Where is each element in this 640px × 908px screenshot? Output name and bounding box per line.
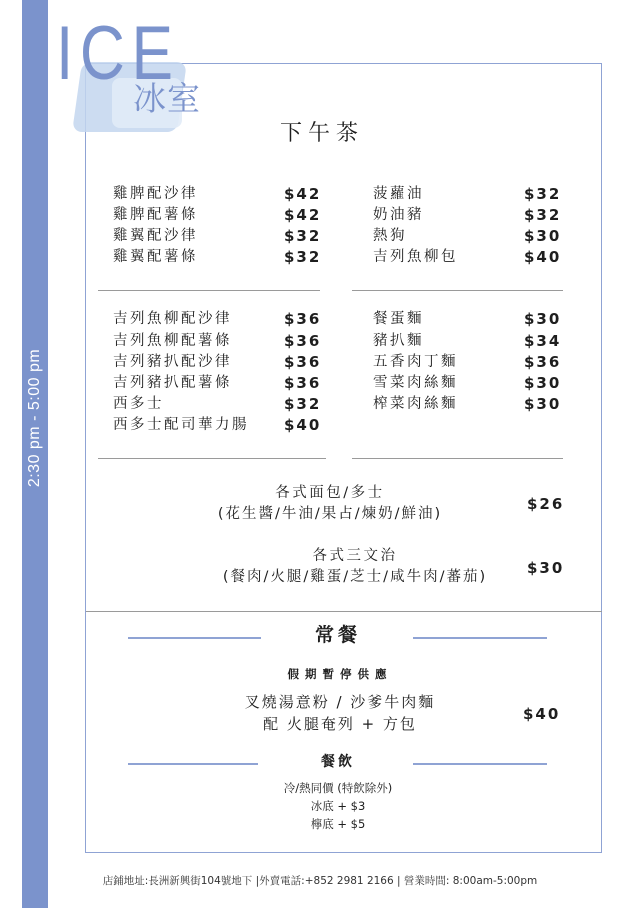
regular-set-title: 常餐 [314,624,361,646]
menu-item-price: $32 [524,206,562,224]
menu-item-name: 雞脾配薯條 [113,207,198,223]
menu-item-name: 熱狗 [373,228,407,244]
menu-item-price: $32 [524,185,562,203]
menu-item-price: $30 [524,374,562,392]
menu-item-price: $32 [284,395,322,413]
title-rule-left [128,763,258,765]
footer-info: 店鋪地址:長洲新興街104號地下 |外賣電話:+852 2981 2166 | 營業時間: 8:00am-5:00pm [102,875,538,887]
menu-item-name: 吉列魚柳配薯條 [113,333,232,349]
menu-item-price: $30 [524,310,562,328]
menu-item-name: 餐蛋麵 [373,311,424,327]
section-divider [352,290,563,291]
menu-item-name: 吉列魚柳配沙律 [113,311,232,327]
menu-item-price: $34 [524,332,562,350]
menu-item-name: 奶油豬 [373,207,424,223]
menu-item-name: 吉列魚柳包 [373,249,458,265]
menu-item-price: $40 [284,416,322,434]
bread-options: (花生醬/牛油/果占/煉奶/鮮油) [217,506,443,522]
section-divider [98,458,326,459]
menu-item-price: $36 [284,310,322,328]
menu-item-price: $32 [284,248,322,266]
bread-title: 各式面包/多士 [275,485,385,501]
logo-chinese-text: 冰室 [133,79,201,118]
menu-item-name: 菠蘿油 [373,186,424,202]
menu-item-name: 吉列豬扒配沙律 [113,354,232,370]
section-divider [352,458,563,459]
menu-item-price: $36 [284,374,322,392]
section-divider [86,611,602,612]
menu-item-name: 西多士配司華力腸 [113,417,249,433]
menu-item-price: $36 [284,332,322,350]
drinks-title: 餐飲 [321,754,355,770]
section-divider [98,290,320,291]
menu-item-price: $42 [284,206,322,224]
regular-set-line2: 配 火腿奄列 + 方包 [263,715,417,733]
menu-item-price: $36 [524,353,562,371]
title-rule-right [413,637,547,639]
bread-price: $26 [527,495,565,513]
logo-ice-text: ICE [56,11,180,96]
menu-item-price: $30 [524,395,562,413]
afternoon-tea-title: 下午茶 [279,121,364,146]
side-hours-label: 2:30 pm - 5:00 pm [26,348,43,488]
menu-item-name: 雪菜肉絲麵 [373,375,458,391]
menu-item-name: 吉列豬扒配薯條 [113,375,232,391]
menu-item-name: 豬扒麵 [373,333,424,349]
regular-set-line1: 叉燒湯意粉 / 沙爹牛肉麵 [244,693,436,711]
menu-item-name: 雞翼配沙律 [113,228,198,244]
sandwich-title: 各式三文治 [312,548,398,564]
menu-item-name: 榨菜肉絲麵 [373,396,458,412]
regular-set-price: $40 [523,705,561,723]
title-rule-right [413,763,547,765]
menu-item-price: $30 [524,227,562,245]
menu-item-price: $32 [284,227,322,245]
holiday-notice: 假期暫停供應 [287,667,393,681]
menu-item-name: 雞脾配沙律 [113,186,198,202]
menu-item-name: 西多士 [113,396,164,412]
menu-item-price: $42 [284,185,322,203]
sandwich-price: $30 [527,559,565,577]
drinks-iced-surcharge: 冰底 + $3 [310,799,366,813]
title-rule-left [128,637,261,639]
menu-item-name: 雞翼配薯條 [113,249,198,265]
menu-item-price: $36 [284,353,322,371]
menu-item-price: $40 [524,248,562,266]
menu-item-name: 五香肉丁麵 [373,354,458,370]
drinks-lemon-surcharge: 檸底 + $5 [310,817,366,831]
drinks-note: 冷/熱同價 (特飲除外) [283,781,393,795]
sandwich-options: (餐肉/火腿/雞蛋/芝士/咸牛肉/蕃茄) [222,569,488,585]
